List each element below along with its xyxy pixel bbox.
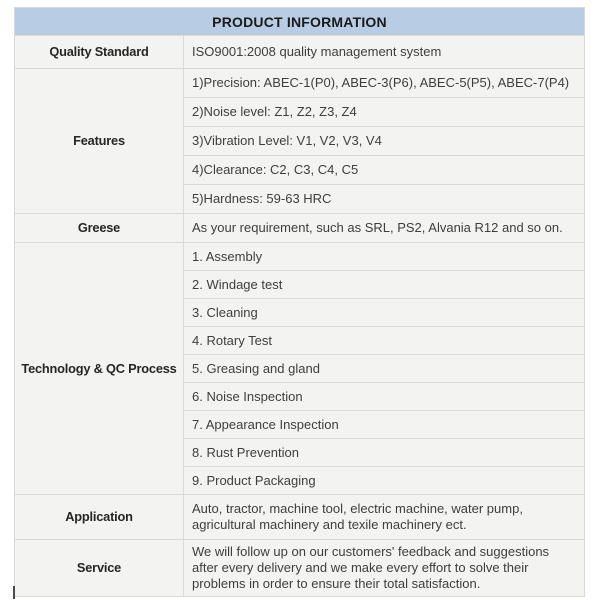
qc-step-appearance-inspection: 7. Appearance Inspection bbox=[184, 411, 585, 439]
qc-step-windage-test: 2. Windage test bbox=[184, 271, 585, 299]
value-greese: As your requirement, such as SRL, PS2, Alvania R12 and so on. bbox=[184, 214, 585, 243]
table-row bbox=[15, 36, 585, 69]
feature-item-precision: 1)Precision: ABEC-1(P0), ABEC-3(P6), ABEC-5(P5), ABEC-7(P4) bbox=[184, 69, 585, 98]
qc-step-greasing-gland: 5. Greasing and gland bbox=[184, 355, 585, 383]
row-label-greese: Greese bbox=[15, 214, 184, 243]
row-label-application: Application bbox=[15, 495, 184, 540]
table-row bbox=[15, 214, 585, 243]
feature-item-vibration-level: 3)Vibration Level: V1, V2, V3, V4 bbox=[184, 127, 585, 156]
qc-step-rust-prevention: 8. Rust Prevention bbox=[184, 439, 585, 467]
value-service: We will follow up on our customers' feedback and suggestions after every delivery and we make every effort to solve their problems in order to ensure their total satisfaction. bbox=[184, 540, 585, 597]
table-header-row bbox=[15, 8, 585, 36]
qc-step-rotary-test: 4. Rotary Test bbox=[184, 327, 585, 355]
feature-item-clearance: 4)Clearance: C2, C3, C4, C5 bbox=[184, 156, 585, 185]
table-row bbox=[15, 495, 585, 540]
row-label-technology-qc-process: Technology & QC Process bbox=[15, 243, 184, 495]
qc-step-assembly: 1. Assembly bbox=[184, 243, 585, 271]
product-info-table bbox=[14, 7, 585, 597]
qc-step-noise-inspection: 6. Noise Inspection bbox=[184, 383, 585, 411]
table-row bbox=[15, 243, 585, 271]
row-label-quality-standard: Quality Standard bbox=[15, 36, 184, 69]
table-row bbox=[15, 69, 585, 98]
row-label-features: Features bbox=[15, 69, 184, 214]
value-quality-standard: ISO9001:2008 quality management system bbox=[184, 36, 585, 69]
text-cursor-artifact bbox=[13, 586, 15, 599]
value-application: Auto, tractor, machine tool, electric machine, water pump, agricultural machinery and texile machinery ect. bbox=[184, 495, 585, 540]
qc-step-product-packaging: 9. Product Packaging bbox=[184, 467, 585, 495]
qc-step-cleaning: 3. Cleaning bbox=[184, 299, 585, 327]
table-title: PRODUCT INFORMATION bbox=[15, 8, 585, 36]
feature-item-noise-level: 2)Noise level: Z1, Z2, Z3, Z4 bbox=[184, 98, 585, 127]
row-label-service: Service bbox=[15, 540, 184, 597]
table-row bbox=[15, 540, 585, 597]
feature-item-hardness: 5)Hardness: 59-63 HRC bbox=[184, 185, 585, 214]
